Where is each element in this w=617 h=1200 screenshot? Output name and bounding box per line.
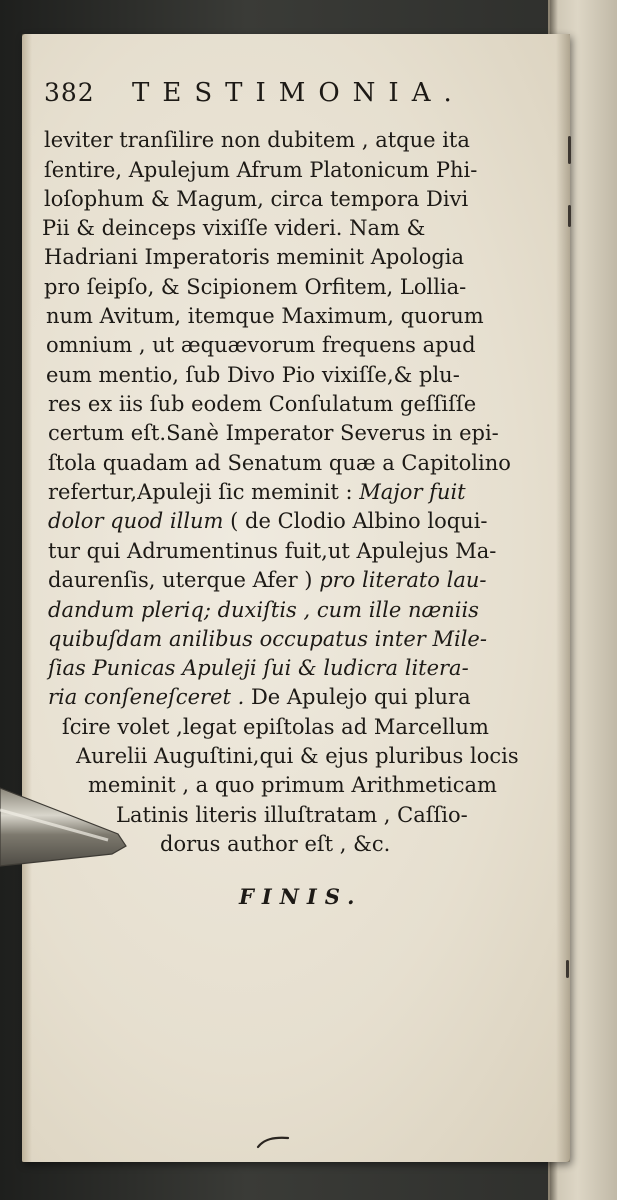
text-line <box>48 625 487 653</box>
text-segment: De Apulejo qui plura <box>250 685 471 709</box>
text-line <box>46 302 484 330</box>
text-segment: ſtola quadam ad Senatum quæ a Capitolino <box>48 451 511 475</box>
text-segment: ( de Clodio Albino loqui- <box>223 509 488 533</box>
text-segment: res ex iis ſub eodem Conſulatum geſſiſſe <box>48 392 477 416</box>
margin-mark <box>568 136 571 164</box>
italic-segment: quibuſdam anilibus occupatus inter Mile- <box>48 627 487 651</box>
text-line <box>48 419 499 447</box>
text-line <box>46 331 476 359</box>
text-segment: tur qui Adrumentinus fuit,ut Apulejus Ma- <box>48 539 497 563</box>
text-line <box>44 273 466 301</box>
text-segment: daurenſis, uterque Afer ) <box>48 568 320 592</box>
text-segment: Pii & deinceps vixiſſe videri. Nam & <box>42 216 426 240</box>
text-segment: ſentire, Apulejum Afrum Platonicum Phi- <box>44 158 478 182</box>
text-line <box>44 156 477 184</box>
text-segment: refertur,Apuleji ſic meminit : <box>48 480 360 504</box>
catchword-mark <box>256 1135 290 1149</box>
text-line <box>44 126 470 154</box>
italic-segment: dolor quod illum <box>48 509 224 533</box>
text-segment: Aurelii Auguſtini,qui & ejus pluribus locis <box>76 744 519 768</box>
page-number: 382 <box>44 78 95 107</box>
text-line <box>116 801 468 829</box>
text-line <box>42 214 425 242</box>
text-line <box>62 713 489 741</box>
text-segment: num Avitum, itemque Maximum, quorum <box>46 304 484 328</box>
text-line <box>44 243 464 271</box>
text-line <box>44 185 468 213</box>
text-segment: pro ſeipſo, & Scipionem Orfitem, Lollia- <box>44 275 467 299</box>
italic-segment: dandum pleriq; duxiſtis , cum ille næniis <box>48 598 479 622</box>
text-line <box>76 742 519 770</box>
text-segment: meminit , a quo primum Arithmeticam <box>88 773 497 797</box>
text-segment: omnium , ut æquævorum frequens apud <box>46 333 476 357</box>
text-line <box>48 390 476 418</box>
text-line <box>48 478 466 506</box>
text-segment: dorus author eſt , &c. <box>160 832 391 856</box>
text-line <box>88 771 497 799</box>
italic-segment: pro literato lau- <box>319 568 487 592</box>
margin-mark <box>568 205 571 227</box>
italic-segment: Major fuit <box>359 480 466 504</box>
text-segment: certum eſt.Sanè Imperator Severus in epi- <box>48 421 499 445</box>
text-line <box>48 566 486 594</box>
pen-pointer <box>0 770 135 880</box>
finis-colophon: FINIS. <box>239 884 363 909</box>
margin-mark <box>566 960 569 978</box>
text-line <box>48 537 496 565</box>
text-line <box>48 507 488 535</box>
text-segment: Hadriani Imperatoris meminit Apologia <box>44 245 465 269</box>
text-line <box>46 361 460 389</box>
text-segment: Latinis literis illuſtratam , Caſſio- <box>116 803 468 827</box>
running-title: TESTIMONIA. <box>132 78 465 108</box>
text-segment: loſophum & Magum, circa tempora Divi <box>44 187 469 211</box>
text-line <box>48 654 469 682</box>
text-line <box>160 830 390 858</box>
text-segment: ſcire volet ,legat epiſtolas ad Marcellum <box>62 715 489 739</box>
text-segment: leviter tranſilire non dubitem , atque ita <box>44 128 470 152</box>
text-line <box>48 449 511 477</box>
italic-segment: ria conſeneſceret . <box>48 685 251 709</box>
italic-segment: ſias Punicas Apuleji ſui & ludicra litera- <box>48 656 469 680</box>
text-segment: eum mentio, ſub Divo Pio vixiſſe,& plu- <box>46 363 460 387</box>
text-line <box>48 596 479 624</box>
text-line <box>48 683 471 711</box>
